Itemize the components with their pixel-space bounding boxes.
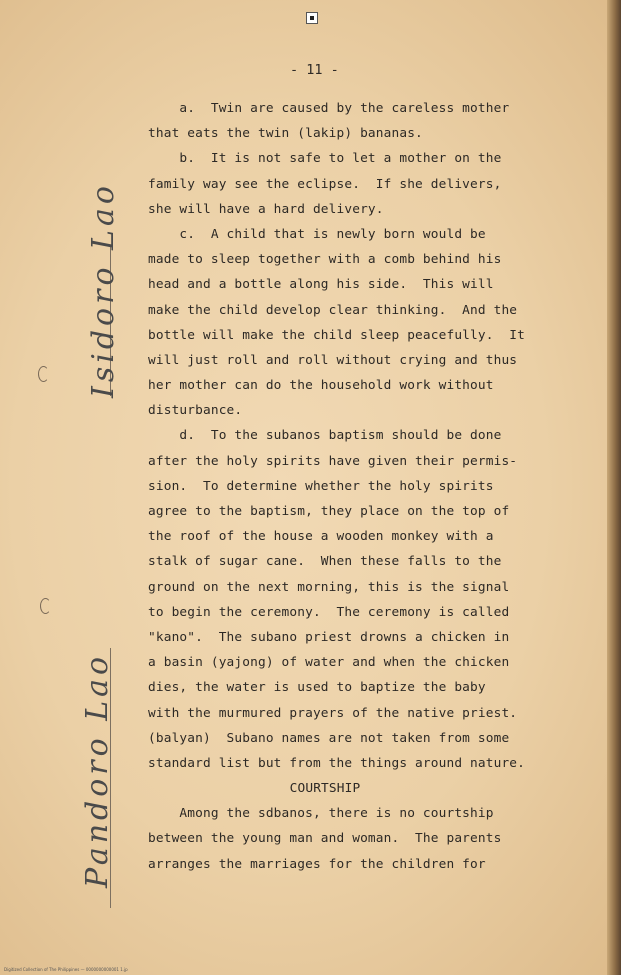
text-line: the roof of the house a wooden monkey with a [148, 529, 494, 545]
section-heading: COURTSHIP [289, 781, 361, 797]
text-line: agree to the baptism, they place on the top of [148, 504, 510, 519]
text-line: d. To the subanos baptism should be done [148, 428, 502, 444]
text-line: made to sleep together with a comb behind his [148, 252, 502, 268]
handwritten-signature-bottom: Pandoro Lao [80, 652, 115, 888]
text-line: disturbance. [148, 403, 243, 419]
text-line: a basin (yajong) of water and when the chicken [148, 655, 510, 671]
scan-footer: Digitized Collection of The Philippines — 0000000000001 1.jp [4, 967, 128, 972]
punch-hole-icon [38, 366, 49, 382]
text-line: a. Twin are caused by the careless mother [148, 101, 510, 116]
text-line: c. A child that is newly born would be [148, 226, 486, 242]
text-line: "kano". The subano priest drowns a chicken in [148, 629, 510, 645]
text-line: Among the sdbanos, there is no courtship [148, 806, 494, 822]
text-line: her mother can do the household work without [148, 378, 494, 394]
text-line: arranges the marriages for the children for [148, 856, 486, 872]
text-line: that eats the twin (lakip) bananas. [148, 126, 423, 142]
text-line: dies, the water is used to baptize the baby [148, 680, 486, 696]
text-line: standard list but from the things around nature. [148, 755, 526, 771]
text-line: with the murmured prayers of the native priest. [148, 705, 518, 721]
punch-hole-icon [40, 598, 51, 614]
handwritten-signature-top: Isidoro Lao [86, 182, 121, 398]
scanner-marker-icon [306, 12, 318, 24]
text-line: stalk of sugar cane. When these falls to the [148, 554, 502, 570]
text-line: to begin the ceremony. The ceremony is called [148, 604, 510, 620]
text-line: head and a bottle along his side. This will [148, 277, 494, 293]
text-line: ground on the next morning, this is the signal [148, 579, 510, 595]
text-line: between the young man and woman. The parents [148, 831, 502, 847]
page-edge [607, 0, 621, 975]
page-number: - 11 - [290, 62, 339, 78]
text-line: family way see the eclipse. If she delivers, [148, 176, 502, 192]
text-line: bottle will make the child sleep peacefully. It [148, 327, 526, 343]
text-line: b. It is not safe to let a mother on the [148, 151, 502, 167]
text-line: will just roll and roll without crying and thus [148, 352, 518, 368]
text-line: (balyan) Subano names are not taken from some [148, 730, 510, 746]
text-line: make the child develop clear thinking. And the [148, 302, 518, 318]
text-line: sion. To determine whether the holy spirits [148, 478, 494, 494]
text-line: she will have a hard delivery. [148, 201, 384, 217]
text-line: after the holy spirits have given their permis- [148, 453, 518, 469]
body-text [148, 96, 526, 877]
